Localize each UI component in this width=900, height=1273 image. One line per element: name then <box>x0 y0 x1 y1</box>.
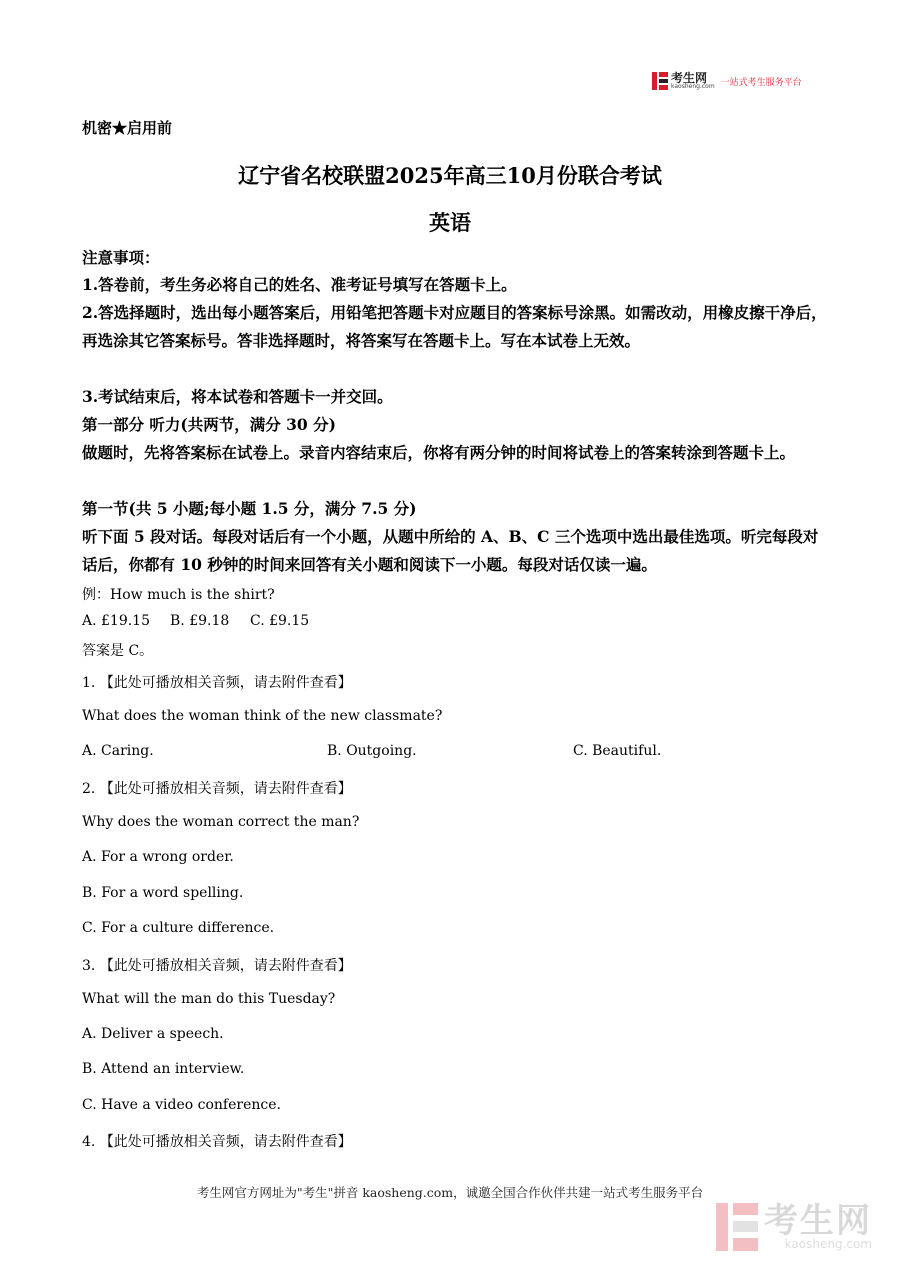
exam-subject: 英语 <box>429 210 471 235</box>
q2-option-c: C. For a culture difference. <box>82 920 275 936</box>
exam-title: 辽宁省名校联盟2025年高三10月份联合考试 <box>238 163 662 188</box>
section1-heading: 第一节(共 5 小题;每小题 1.5 分，满分 7.5 分) <box>82 499 417 518</box>
header-logo[interactable] <box>652 72 802 90</box>
section1-instruction: 听下面 5 段对话。每段对话后有一个小题，从题中所给的 A、B、C 三个选项中选出最佳选项。听完每段对话后，你都有 10 秒钟的时间来回答有关小题和阅读下一小题。每段对话仅读一遍。 <box>82 527 819 574</box>
example-option-a: A. £19.15 <box>82 613 150 629</box>
q2-option-b: B. For a word spelling. <box>82 885 244 901</box>
logo-slogan: 一站式考生服务平台 <box>720 77 802 88</box>
logo-en-text: kaosheng.com <box>671 83 715 90</box>
kaosheng-logo-icon <box>652 72 668 90</box>
q3-option-c: C. Have a video conference. <box>82 1097 281 1113</box>
q1-option-c: C. Beautiful. <box>573 743 662 759</box>
q2-audio-placeholder[interactable]: 2. 【此处可播放相关音频，请去附件查看】 <box>82 781 352 797</box>
note-3: 3.考试结束后，将本试卷和答题卡一并交回。 <box>82 387 393 406</box>
footer-note: 考生网官方网址为"考生"拼音 kaosheng.com，诚邀全国合作伙伴共建一站式考生服务平台 <box>196 1185 704 1200</box>
q1-text: What does the woman think of the new classmate? <box>82 708 443 724</box>
notes-heading: 注意事项： <box>82 248 160 267</box>
example-answer: 答案是 C。 <box>82 643 154 659</box>
example-question: 例：How much is the shirt? <box>82 587 275 603</box>
q1-option-b: B. Outgoing. <box>327 743 417 759</box>
q1-audio-placeholder[interactable]: 1. 【此处可播放相关音频，请去附件查看】 <box>82 675 352 691</box>
confidential-label: 机密★启用前 <box>82 119 173 137</box>
q3-text: What will the man do this Tuesday? <box>82 991 336 1007</box>
watermark-logo <box>716 1203 872 1251</box>
watermark-cn: 考生网 <box>764 1201 872 1241</box>
example-option-b: B. £9.18 <box>170 613 230 629</box>
watermark-logo-icon <box>716 1203 758 1251</box>
q2-option-a: A. For a wrong order. <box>82 849 234 865</box>
watermark-en: kaosheng.com <box>784 1237 872 1251</box>
q2-text: Why does the woman correct the man? <box>82 814 360 830</box>
example-option-c: C. £9.15 <box>250 613 310 629</box>
part1-heading: 第一部分 听力(共两节，满分 30 分) <box>82 415 336 434</box>
logo-cn-text: 考生网 <box>671 71 708 85</box>
q1-option-a: A. Caring. <box>82 743 154 759</box>
q4-audio-placeholder[interactable]: 4. 【此处可播放相关音频，请去附件查看】 <box>82 1134 352 1150</box>
part1-instruction: 做题时，先将答案标在试卷上。录音内容结束后，你将有两分钟的时间将试卷上的答案转涂到答题卡上。 <box>82 443 796 462</box>
q3-option-b: B. Attend an interview. <box>82 1061 245 1077</box>
note-1: 1.答卷前，考生务必将自己的姓名、准考证号填写在答题卡上。 <box>82 275 517 294</box>
q3-audio-placeholder[interactable]: 3. 【此处可播放相关音频，请去附件查看】 <box>82 958 352 974</box>
note-2: 2.答选择题时，选出每小题答案后，用铅笔把答题卡对应题目的答案标号涂黑。如需改动，用橡皮擦干净后，再选涂其它答案标号。答非选择题时，将答案写在答题卡上。写在本试卷上无效。 <box>82 303 827 350</box>
q3-option-a: A. Deliver a speech. <box>82 1026 224 1042</box>
